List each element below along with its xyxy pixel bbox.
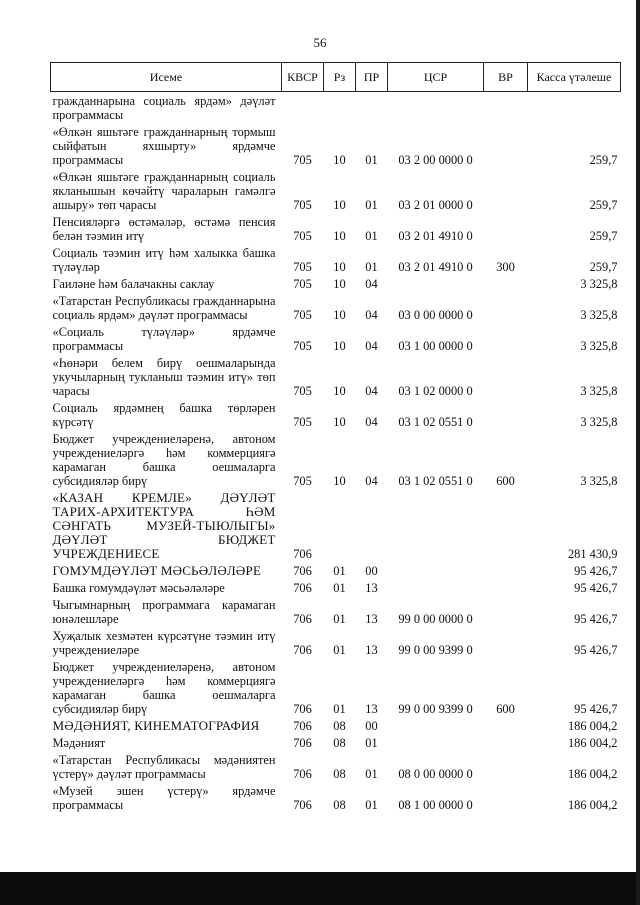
row-vr [484, 292, 528, 323]
row-kvsr: 705 [293, 415, 312, 429]
row-amount: 259,7 [589, 260, 618, 274]
row-vr [484, 489, 528, 562]
row-csr: 99 0 00 0000 0 [398, 612, 473, 626]
row-csr [388, 579, 484, 596]
table-row [51, 123, 621, 168]
row-rz: 10 [333, 198, 346, 212]
row-csr: 03 2 00 0000 0 [398, 153, 473, 167]
table-row [51, 275, 621, 292]
header-rz: Рз [324, 63, 356, 92]
row-name: Пенсияләргә өстәмәләр, өстәмә пенсия белән тәэмин итү [52, 215, 276, 243]
row-csr [388, 275, 484, 292]
row-csr [388, 489, 484, 562]
row-kvsr [282, 92, 324, 124]
row-vr: 600 [496, 702, 515, 716]
table-row [51, 244, 621, 275]
row-pr: 13 [365, 702, 378, 716]
table-body [51, 92, 621, 814]
row-csr: 03 1 02 0551 0 [398, 415, 473, 429]
table-row [51, 168, 621, 213]
header-csr: ЦСР [388, 63, 484, 92]
row-rz: 01 [333, 612, 346, 626]
row-amount: 3 325,8 [580, 339, 618, 353]
row-kvsr: 706 [293, 702, 312, 716]
row-rz: 10 [333, 260, 346, 274]
row-rz: 08 [333, 719, 346, 733]
row-csr [388, 717, 484, 734]
header-name: Исеме [51, 63, 282, 92]
row-pr: 13 [365, 581, 378, 595]
row-amount: 186 004,2 [567, 736, 618, 750]
header-kvsr: КВСР [282, 63, 324, 92]
row-amount: 186 004,2 [567, 798, 618, 812]
row-pr: 01 [365, 736, 378, 750]
row-csr: 03 2 01 4910 0 [398, 229, 473, 243]
row-name: Социаль тәэмин итү һәм халыкка башка түләүләр [52, 246, 276, 274]
scan-border-right [636, 0, 640, 905]
row-kvsr: 706 [293, 612, 312, 626]
row-csr: 08 0 00 0000 0 [398, 767, 473, 781]
row-rz: 01 [333, 564, 346, 578]
row-pr: 04 [365, 277, 378, 291]
row-pr: 04 [365, 339, 378, 353]
scan-border-bottom [0, 872, 640, 905]
row-pr: 01 [365, 767, 378, 781]
row-csr: 08 1 00 0000 0 [398, 798, 473, 812]
table-row [51, 734, 621, 751]
row-name: ГОМУМДӘҮЛӘТ МӘСЬӘЛӘЛӘРЕ [52, 563, 262, 578]
row-amount: 259,7 [589, 198, 618, 212]
row-amount: 95 426,7 [574, 702, 618, 716]
row-rz [324, 92, 356, 124]
row-vr [484, 275, 528, 292]
table-row [51, 430, 621, 489]
table-row [51, 658, 621, 717]
row-amount: 3 325,8 [580, 308, 618, 322]
row-rz: 01 [333, 643, 346, 657]
row-kvsr: 705 [293, 153, 312, 167]
row-kvsr: 706 [293, 719, 312, 733]
row-amount: 95 426,7 [574, 612, 618, 626]
row-rz: 10 [333, 277, 346, 291]
row-vr [484, 734, 528, 751]
table-row [51, 627, 621, 658]
row-pr: 04 [365, 474, 378, 488]
row-kvsr: 706 [293, 736, 312, 750]
row-amount: 95 426,7 [574, 581, 618, 595]
row-name: МӘДӘНИЯТ, КИНЕМАТОГРАФИЯ [52, 718, 260, 733]
row-vr [484, 399, 528, 430]
row-rz: 08 [333, 736, 346, 750]
row-amount: 95 426,7 [574, 564, 618, 578]
row-name: Хуҗалык хезмәтен күрсәтүне тәэмин итү учреждениеләре [52, 629, 276, 657]
row-vr [484, 751, 528, 782]
row-csr: 03 1 02 0551 0 [398, 474, 473, 488]
row-kvsr: 705 [293, 339, 312, 353]
row-vr [484, 213, 528, 244]
row-rz: 08 [333, 767, 346, 781]
header-pr: ПР [356, 63, 388, 92]
row-rz: 10 [333, 153, 346, 167]
row-rz [324, 489, 356, 562]
row-csr: 99 0 00 9399 0 [398, 643, 473, 657]
row-pr: 04 [365, 384, 378, 398]
row-rz: 10 [333, 415, 346, 429]
table-row [51, 579, 621, 596]
row-name: Бюджет учреждениеләренә, автоном учреждениеләргә һәм коммерциягә карамаган башка оешмаларга субсидияләр бирү [52, 432, 276, 488]
row-name: «Музей эшен үстерү» ярдәмче программасы [52, 784, 276, 812]
row-amount [528, 92, 621, 124]
row-name: «Татарстан Республикасы мәдәниятен үстерү» дәүләт программасы [52, 753, 276, 781]
budget-table [50, 62, 621, 813]
row-amount: 3 325,8 [580, 277, 618, 291]
row-name: «Өлкән яшьтәге гражданнарның социаль якланышын көчәйтү чараларын гамәлгә ашыру» төп чарасы [52, 170, 276, 212]
row-pr: 13 [365, 612, 378, 626]
row-rz: 01 [333, 581, 346, 595]
row-kvsr: 705 [293, 277, 312, 291]
row-kvsr: 706 [293, 767, 312, 781]
table-row [51, 751, 621, 782]
row-kvsr: 705 [293, 474, 312, 488]
row-pr: 04 [365, 308, 378, 322]
row-kvsr: 706 [293, 581, 312, 595]
row-name: Мәдәният [52, 736, 106, 750]
row-pr [356, 489, 388, 562]
row-pr: 01 [365, 798, 378, 812]
row-name: гражданнарына социаль ярдәм» дәүләт программасы [52, 94, 276, 122]
row-vr [484, 323, 528, 354]
row-csr [388, 734, 484, 751]
row-vr [484, 562, 528, 579]
row-vr [484, 123, 528, 168]
row-amount: 186 004,2 [567, 719, 618, 733]
row-kvsr: 706 [293, 798, 312, 812]
row-pr: 00 [365, 564, 378, 578]
row-name: «Социаль түләүләр» ярдәмче программасы [52, 325, 276, 353]
row-csr: 03 2 01 0000 0 [398, 198, 473, 212]
row-vr: 300 [496, 260, 515, 274]
header-amount: Касса үтәлеше [528, 63, 621, 92]
row-rz: 01 [333, 702, 346, 716]
row-amount: 259,7 [589, 153, 618, 167]
row-vr [484, 168, 528, 213]
row-kvsr: 705 [293, 260, 312, 274]
row-amount: 3 325,8 [580, 415, 618, 429]
row-csr: 99 0 00 9399 0 [398, 702, 473, 716]
row-name: «КАЗАН КРЕМЛЕ» ДӘҮЛӘТ ТАРИХ-АРХИТЕКТУРА ҺӘМ СӘНГАТЬ МУЗЕЙ-ТЫЮЛЫГЫ» ДӘҮЛӘТ БЮДЖЕТ УЧРЕЖДЕНИЕСЕ [52, 490, 276, 561]
row-rz: 10 [333, 474, 346, 488]
row-csr [388, 562, 484, 579]
row-pr: 01 [365, 198, 378, 212]
row-rz: 08 [333, 798, 346, 812]
row-kvsr: 705 [293, 229, 312, 243]
row-kvsr: 706 [293, 547, 312, 561]
row-amount: 281 430,9 [567, 547, 618, 561]
row-kvsr: 705 [293, 384, 312, 398]
row-name: Социаль ярдәмнең башка төрләрен күрсәтү [52, 401, 276, 429]
table-row [51, 596, 621, 627]
table-row [51, 213, 621, 244]
table-header [51, 63, 621, 92]
row-amount: 3 325,8 [580, 474, 618, 488]
row-name: Гаиләне һәм балачакны саклау [52, 277, 215, 291]
row-vr [484, 596, 528, 627]
row-pr: 01 [365, 229, 378, 243]
row-amount: 3 325,8 [580, 384, 618, 398]
row-amount: 95 426,7 [574, 643, 618, 657]
row-csr: 03 2 01 4910 0 [398, 260, 473, 274]
row-vr [484, 717, 528, 734]
row-csr: 03 1 00 0000 0 [398, 339, 473, 353]
row-rz: 10 [333, 308, 346, 322]
row-pr: 13 [365, 643, 378, 657]
row-name: «Татарстан Республикасы гражданнарына социаль ярдәм» дәүләт программасы [52, 294, 276, 322]
row-kvsr: 705 [293, 308, 312, 322]
row-rz: 10 [333, 384, 346, 398]
row-vr [484, 92, 528, 124]
row-vr [484, 579, 528, 596]
row-vr [484, 627, 528, 658]
row-name: «Өлкән яшьтәге гражданнарның тормыш сыйфатын яхшырту» ярдәмче программасы [52, 125, 276, 167]
row-kvsr: 705 [293, 198, 312, 212]
row-name: «Һөнәри белем бирү оешмаларында укучыларның тукланыш тәэмин итү» төп чарасы [52, 356, 276, 398]
table-row [51, 717, 621, 734]
row-csr: 03 0 00 0000 0 [398, 308, 473, 322]
table-row [51, 399, 621, 430]
row-name: Бюджет учреждениеләренә, автоном учреждениеләргә һәм коммерциягә карамаган башка оешмаларга субсидияләр бирү [52, 660, 276, 716]
row-csr: 03 1 02 0000 0 [398, 384, 473, 398]
row-vr: 600 [496, 474, 515, 488]
table-row [51, 92, 621, 124]
row-pr [356, 92, 388, 124]
row-pr: 00 [365, 719, 378, 733]
row-vr [484, 354, 528, 399]
table-row [51, 354, 621, 399]
row-name: Башка гомумдәүләт мәсьәләләре [52, 581, 225, 595]
table-row [51, 292, 621, 323]
row-kvsr: 706 [293, 643, 312, 657]
row-rz: 10 [333, 339, 346, 353]
row-amount: 186 004,2 [567, 767, 618, 781]
row-vr [484, 782, 528, 813]
row-kvsr: 706 [293, 564, 312, 578]
row-csr [388, 92, 484, 124]
table-row [51, 562, 621, 579]
row-pr: 01 [365, 153, 378, 167]
table-row [51, 782, 621, 813]
row-pr: 04 [365, 415, 378, 429]
row-rz: 10 [333, 229, 346, 243]
table-row [51, 489, 621, 562]
row-name: Чыгымнарның программага карамаган юнәлешләре [52, 598, 276, 626]
page-number: 56 [313, 35, 327, 50]
row-pr: 01 [365, 260, 378, 274]
row-amount: 259,7 [589, 229, 618, 243]
header-vr: ВР [484, 63, 528, 92]
table-row [51, 323, 621, 354]
